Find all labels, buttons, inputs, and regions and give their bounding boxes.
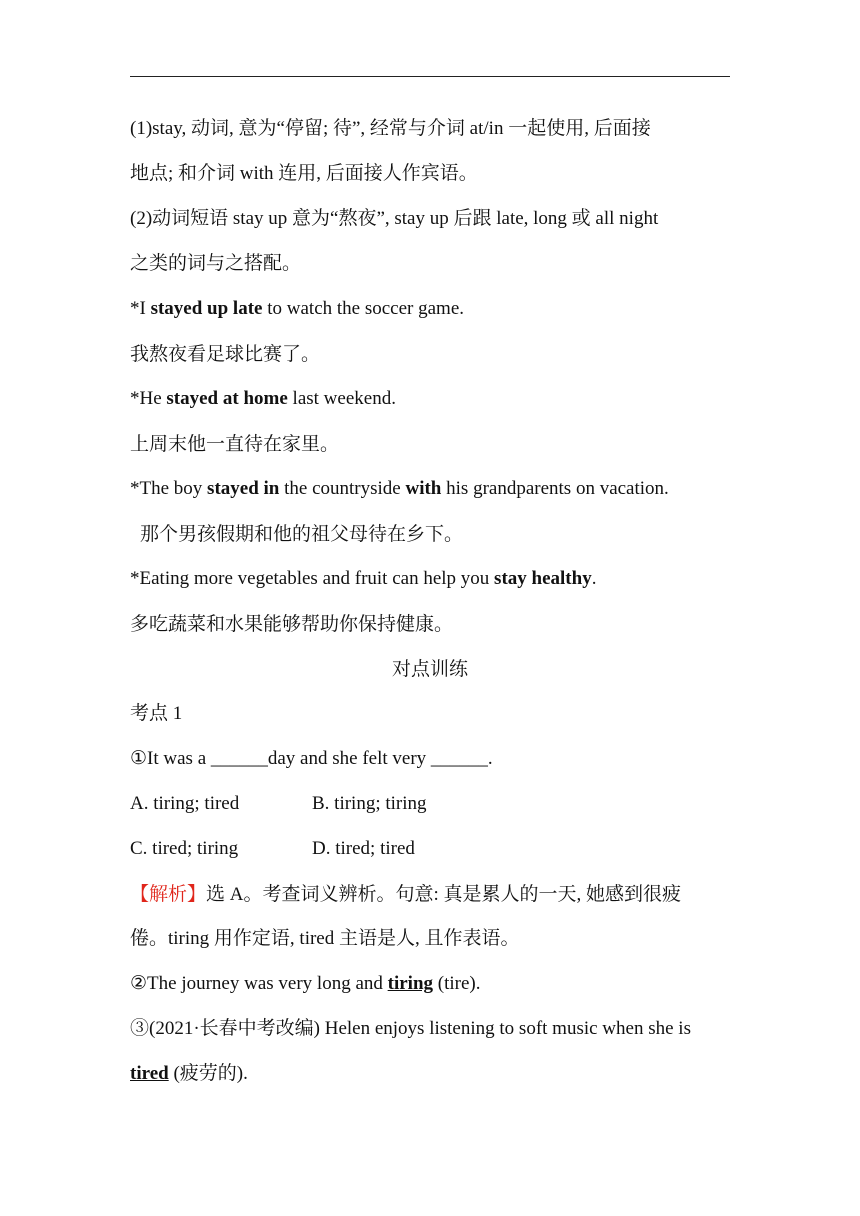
section-title: 对点训练 (391, 658, 468, 680)
example-1: *I stayed up late to watch the soccer game. (130, 298, 465, 319)
option-b: B. tiring; tiring (312, 793, 427, 814)
example-2-translation: 上周末他一直待在家里。 (130, 433, 340, 455)
option-a: A. tiring; tired (130, 793, 240, 814)
question-3-line-2: tired (疲劳的). (130, 1063, 248, 1084)
option-c: C. tired; tiring (130, 838, 239, 859)
question-1: ①It was a ______day and she felt very ______. (130, 748, 493, 769)
example-2: *He stayed at home last weekend. (130, 388, 396, 409)
analysis-line-1: 【解析】选 A。考查词义辨析。句意: 真是累人的一天, 她感到很疲 (130, 883, 682, 905)
answer-tiring: tiring (387, 973, 434, 994)
exam-point-label: 考点 1 (130, 703, 183, 724)
example-4-translation: 多吃蔬菜和水果能够帮助你保持健康。 (130, 613, 454, 635)
question-2: ②The journey was very long and tiring (tire). (130, 973, 481, 994)
header-rule (130, 76, 730, 77)
explanation-line-3: (2)动词短语 stay up 意为“熬夜”, stay up 后跟 late, long 或 all night (130, 208, 659, 229)
option-d: D. tired; tired (312, 838, 415, 859)
example-3: *The boy stayed in the countryside with his grandparents on vacation. (130, 478, 669, 499)
analysis-tag: 【解析】 (130, 883, 207, 905)
analysis-line-2: 倦。tiring 用作定语, tired 主语是人, 且作表语。 (130, 928, 520, 949)
answer-tired: tired (130, 1063, 169, 1084)
example-4: *Eating more vegetables and fruit can help you stay healthy. (130, 568, 597, 589)
explanation-line-1: (1)stay, 动词, 意为“停留; 待”, 经常与介词 at/in 一起使用, 后面接 (130, 118, 651, 139)
question-3-line-1: ③(2021·长春中考改编) Helen enjoys listening to soft music when she is (130, 1018, 691, 1039)
explanation-line-2: 地点; 和介词 with 连用, 后面接人作宾语。 (130, 163, 478, 184)
explanation-line-4: 之类的词与之搭配。 (130, 253, 302, 274)
example-1-translation: 我熬夜看足球比赛了。 (130, 343, 321, 365)
example-3-translation: 那个男孩假期和他的祖父母待在乡下。 (140, 523, 464, 545)
